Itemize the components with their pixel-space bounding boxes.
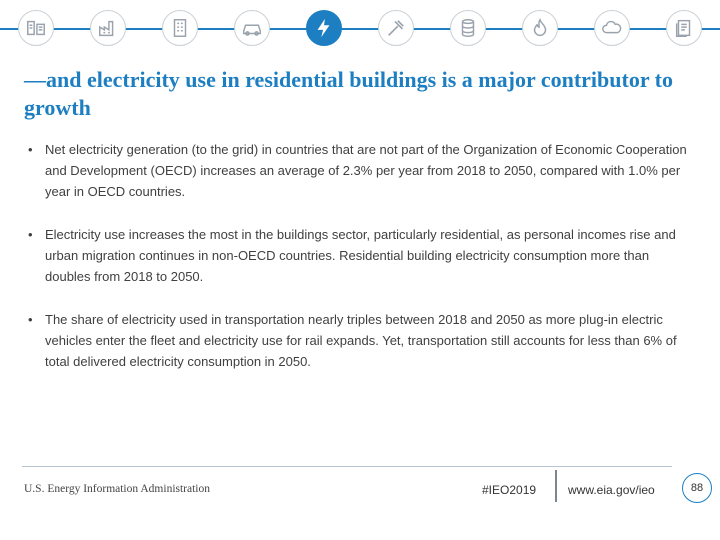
slide-footer (0, 466, 720, 540)
overview-icon[interactable] (18, 10, 54, 46)
transportation-icon[interactable] (234, 10, 270, 46)
industrial-icon[interactable] (90, 10, 126, 46)
bullet-text: Electricity use increases the most in the buildings sector, particularly residential, as personal incomes rise and urban migration continues in non-OECD countries. Residential building electricity consumption more than doubles from 2018 to 2050. (45, 227, 676, 284)
electricity-icon[interactable] (306, 10, 342, 46)
bullet-marker: • (28, 227, 33, 242)
bullet-item (28, 224, 698, 287)
agency-name: U.S. Energy Information Administration (24, 483, 211, 495)
bullet-text: The share of electricity used in transportation nearly triples between 2018 and 2050 as more plug-in electric vehicles enter the fleet and electricity use for rail expands. Yet, transportation still accounts for less than 6% of total delivered electricity consumption in 2050. (45, 312, 677, 369)
bullet-marker: • (28, 142, 33, 157)
refining-icon[interactable] (378, 10, 414, 46)
hashtag: #IEO2019 (482, 483, 537, 497)
bullet-marker: • (28, 312, 33, 327)
co2-emissions-icon[interactable] (594, 10, 630, 46)
bullet-text: Net electricity generation (to the grid) in countries that are not part of the Organization of Economic Cooperation and Development (OECD) increases an average of 2.3% per year from 2018 to 2050, compared with 1.0% per year in OECD countries. (45, 142, 687, 199)
footer-rule (22, 466, 672, 467)
section-nav-bar (0, 0, 720, 58)
page-number: 88 (682, 473, 712, 503)
petroleum-icon[interactable] (450, 10, 486, 46)
documents-icon[interactable] (666, 10, 702, 46)
natural-gas-icon[interactable] (522, 10, 558, 46)
bullet-list (28, 139, 698, 394)
slide-title: —and electricity use in residential buildings is a major contributor to growth (24, 67, 674, 120)
bullet-item (28, 309, 698, 372)
bullet-item (28, 139, 698, 202)
buildings-icon[interactable] (162, 10, 198, 46)
website-link[interactable]: www.eia.gov/ieo (568, 483, 655, 497)
footer-divider (555, 470, 557, 502)
